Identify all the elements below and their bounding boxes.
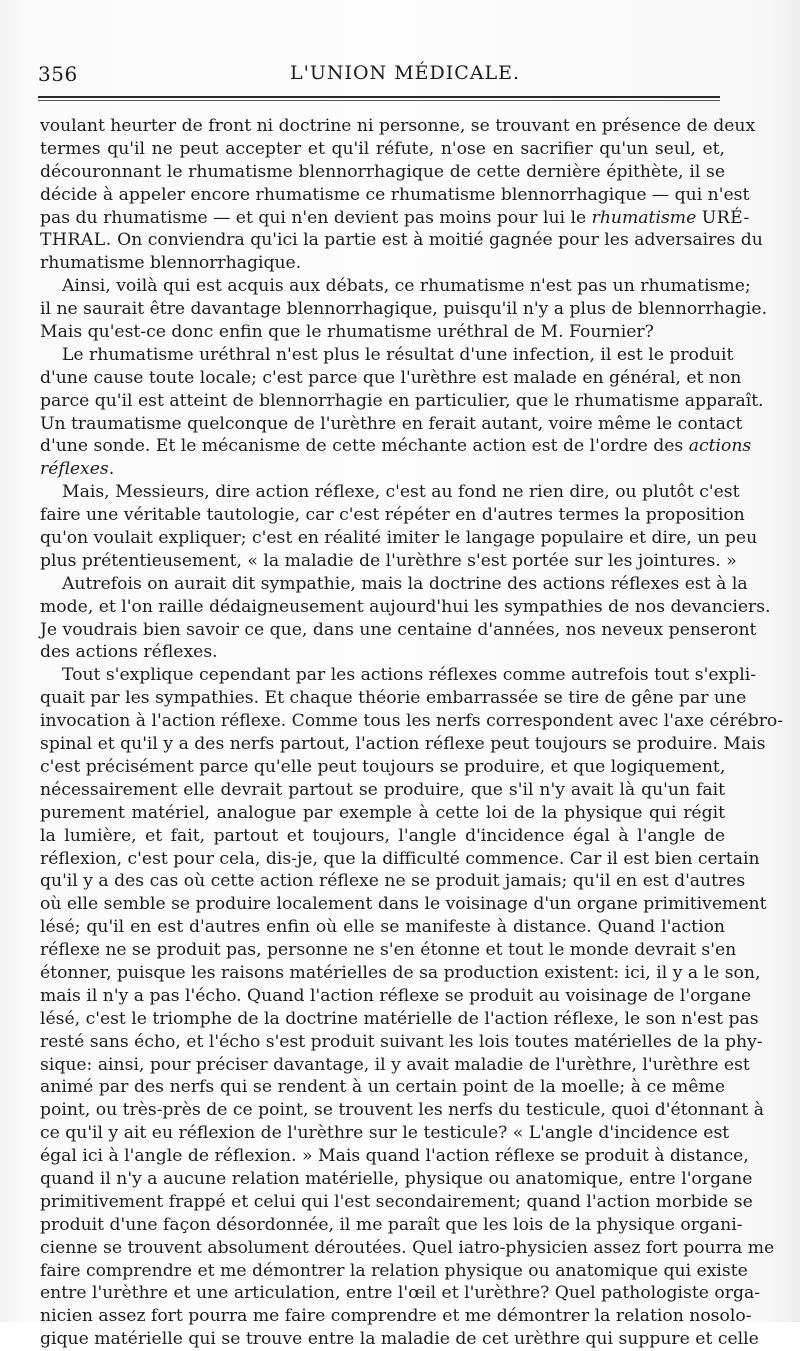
line-text: Ainsi, voilà qui est acquis aux débats, ce rhumatisme n'est pas un rhumatisme; [62, 276, 751, 297]
text-line [40, 161, 725, 184]
text-line [40, 435, 752, 458]
line-text: quand il n'y a aucune relation matérielle, physique ou anatomique, entre l'organe [40, 1168, 753, 1189]
text-line [40, 413, 743, 436]
line-text: entre l'urèthre et une articulation, entre l'œil et l'urèthre? Quel pathologiste orga- [40, 1283, 761, 1304]
line-text: Je voudrais bien savoir ce que, dans une centaine d'années, nos neveux penseront [40, 619, 757, 640]
line-text: qu'il y a des cas où cette action réflexe ne se produit jamais; qu'il en est d'autres [40, 871, 746, 892]
running-head [38, 62, 720, 88]
line-text: des actions réflexes. [40, 642, 218, 663]
text-line [40, 527, 758, 550]
line-text: d'une cause toute locale; c'est parce que l'urèthre est malade en général, et non [40, 367, 742, 388]
line-text: mode, et l'on raille dédaigneusement aujourd'hui les sympathies de nos devanciers. [40, 596, 771, 617]
text-line [40, 985, 752, 1008]
small-caps-text: THRAL. [40, 230, 112, 251]
line-text: réflexion, c'est pour cela, dis-je, que la difficulté commence. Car il est bien certain [40, 848, 760, 869]
text-line [40, 115, 756, 138]
text-line [40, 870, 746, 893]
text-line [40, 1122, 730, 1145]
text-line [40, 1031, 763, 1054]
text-line [40, 138, 725, 161]
line-text: réflexes. [40, 459, 115, 480]
text-line [40, 1054, 750, 1077]
italic-text: actions [688, 436, 752, 457]
text-line [40, 390, 764, 413]
line-text: Un traumatisme quelconque de l'urèthre en ferait autant, voire même le contact [40, 413, 743, 434]
text-line [40, 1214, 743, 1237]
line-text: la lumière, et fait, partout et toujours, l'angle d'incidence égal à l'angle de [40, 825, 725, 846]
line-text: resté sans écho, et l'écho s'est produit suivant les lois toutes matérielles de la phy- [40, 1031, 763, 1052]
line-text: où elle semble se produire localement dans le voisinage d'un organe primitivement [40, 894, 767, 915]
text-line [40, 1282, 761, 1305]
text-line [40, 710, 784, 733]
line-text: Le rhumatisme uréthral n'est plus le résultat d'une infection, il est le produit [62, 344, 734, 365]
text-line [40, 184, 750, 207]
line-text: lésé, c'est le triomphe de la doctrine matérielle de l'action réflexe, le son n'est pas [40, 1008, 759, 1029]
text-line [40, 367, 742, 390]
line-text: découronnant le rhumatisme blennorrhagique de cette dernière épithète, il se [40, 161, 725, 182]
line-text: parce qu'il est atteint de blennorrhagie en particulier, que le rhumatisme apparaît. [40, 390, 764, 411]
text-line [40, 1191, 753, 1214]
text-line [40, 252, 725, 275]
text-line [40, 573, 748, 596]
line-text: pas du rhumatisme — et qui n'en devient pas moins pour lui le [40, 207, 587, 228]
journal-title: L'UNION MÉDICALE. [290, 62, 521, 84]
line-text: étonner, puisque les raisons matérielles de sa production existent: ici, il y a le son, [40, 962, 761, 983]
text-line [40, 481, 740, 504]
line-text: faire comprendre et me démontrer la relation physique ou anatomique qui existe [40, 1260, 748, 1281]
line-text: ce qu'il y ait eu réflexion de l'urèthre sur le testicule? « L'angle d'incidence est [40, 1123, 730, 1144]
line-text: qu'on voulait expliquer; c'est en réalité imiter le langage populaire et dire, un peu [40, 528, 758, 549]
line-text: quait par les sympathies. Et chaque théorie embarrassée se tire de gêne par une [40, 688, 747, 709]
text-line [40, 802, 725, 825]
text-line [40, 504, 745, 527]
line-text: primitivement frappé et celui qui l'est secondairement; quand l'action morbide se [40, 1191, 753, 1212]
body-text [40, 115, 784, 1351]
line-text: faire une véritable tautologie, car c'est répéter en d'autres termes la proposition [40, 505, 745, 526]
text-line [40, 550, 737, 573]
text-line [40, 596, 771, 619]
text-line [40, 687, 747, 710]
line-text: nicien assez fort pourra me faire comprendre et me démontrer la relation nosolo- [40, 1306, 752, 1327]
line-text: réflexe ne se produit pas, personne ne s'en étonne et tout le monde devrait s'en [40, 940, 737, 961]
page-number: 356 [38, 62, 78, 86]
text-line [40, 641, 725, 664]
text-line [40, 848, 760, 871]
line-text: sique: ainsi, pour préciser davantage, il y avait maladie de l'urèthre, l'urèthre est [40, 1054, 750, 1075]
line-text: spinal et qu'il y a des nerfs partout, l'action réflexe peut toujours se produire. Mais [40, 734, 766, 755]
text-line [40, 1145, 749, 1168]
line-text: plus prétentieusement, « la maladie de l'urèthre s'est portée sur les jointures. » [40, 550, 737, 571]
line-text: égal ici à l'angle de réflexion. » Mais quand l'action réflexe se produit à distance, [40, 1146, 749, 1167]
line-text: purement matériel, analogue par exemple à cette loi de la physique qui régit [40, 802, 725, 823]
line-text: décide à appeler encore rhumatisme ce rhumatisme blennorrhagique — qui n'est [40, 184, 750, 205]
text-line [40, 1305, 752, 1328]
line-text: mais il n'y a pas l'écho. Quand l'action réflexe se produit au voisinage de l'organe [40, 985, 752, 1006]
line-text: voulant heurter de front ni doctrine ni personne, se trouvant en présence de deux [40, 116, 756, 136]
line-text: Tout s'explique cependant par les actions réflexes comme autrefois tout s'expli- [62, 665, 757, 686]
line-text: point, ou très-près de ce point, se trouvent les nerfs du testicule, quoi d'étonnant à [40, 1100, 764, 1121]
line-text: On conviendra qu'ici la partie est à moitié gagnée pour les adversaires du [117, 230, 763, 251]
line-text: rhumatisme blennorrhagique. [40, 253, 302, 274]
line-text: produit d'une façon désordonnée, il me paraît que les lois de la physique organi- [40, 1214, 743, 1235]
text-line [40, 893, 767, 916]
line-text: c'est précisément parce qu'elle peut toujours se produire, et que logiquement, [40, 756, 726, 777]
text-line [40, 321, 725, 344]
text-line [40, 939, 737, 962]
text-line [40, 344, 734, 367]
text-line [40, 962, 761, 985]
text-line [40, 229, 763, 252]
text-line [40, 298, 768, 321]
text-line [40, 664, 757, 687]
line-text: termes qu'il ne peut accepter et qu'il réfute, n'ose en sacrifier qu'un seul, et, [40, 138, 725, 159]
text-line [40, 825, 725, 848]
text-line [40, 1260, 748, 1283]
text-line [40, 756, 725, 779]
line-text: cienne se trouvent absolument déroutées. Quel iatro-physicien assez fort pourra me [40, 1237, 775, 1258]
text-line [40, 916, 725, 939]
line-text: lésé; qu'il en est d'autres enfin où elle se manifeste à distance. Quand l'action [40, 917, 725, 938]
text-line [40, 1237, 775, 1260]
italic-text: rhumatisme [591, 207, 697, 228]
text-line [40, 619, 757, 642]
text-line [40, 458, 725, 481]
line-text: Mais qu'est-ce donc enfin que le rhumatisme uréthral de M. Fournier? [40, 322, 654, 343]
text-line [40, 275, 751, 298]
line-text: d'une sonde. Et le mécanisme de cette méchante action est de l'ordre des [40, 436, 684, 457]
text-line [40, 1328, 759, 1351]
text-line [40, 1099, 764, 1122]
small-caps-text: URÉ- [701, 207, 750, 228]
line-text: il ne saurait être davantage blennorrhagique, puisqu'il n'y a plus de blennorrhagie. [40, 299, 768, 320]
header-rule [38, 96, 720, 101]
line-text: animé par des nerfs qui se rendent à un certain point de la moelle; à ce même [40, 1077, 725, 1098]
text-line [40, 1168, 753, 1191]
line-text: Mais, Messieurs, dire action réflexe, c'est au fond ne rien dire, ou plutôt c'est [62, 482, 740, 503]
text-line [40, 779, 725, 802]
line-text: gique matérielle qui se trouve entre la maladie de cet urèthre qui suppure et celle [40, 1329, 759, 1350]
line-text: invocation à l'action réflexe. Comme tous les nerfs correspondent avec l'axe cérébro- [40, 711, 784, 732]
text-line [40, 1076, 725, 1099]
text-line [40, 1008, 759, 1031]
text-line [40, 733, 766, 756]
line-text: nécessairement elle devrait partout se produire, que s'il n'y avait là qu'un fait [40, 779, 725, 800]
text-line [40, 207, 750, 230]
line-text: Autrefois on aurait dit sympathie, mais la doctrine des actions réflexes est à la [62, 573, 748, 594]
